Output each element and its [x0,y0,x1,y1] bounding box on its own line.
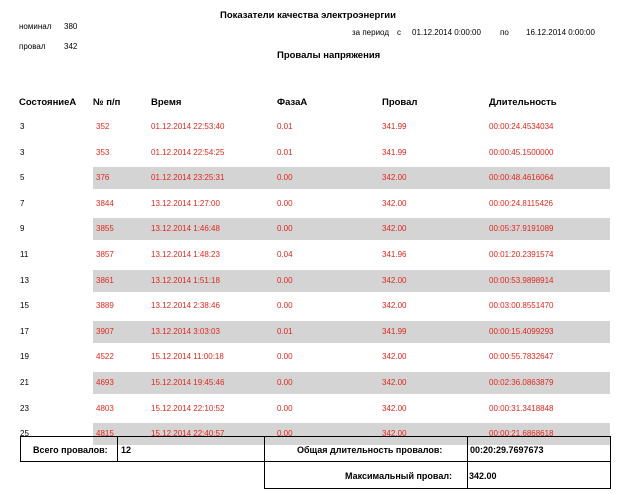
col-header-time: Время [151,97,182,108]
report-subtitle: Провалы напряжения [277,50,381,61]
cell-duration: 00:00:31.3418848 [489,404,554,413]
total-drops-divider [117,436,118,462]
cell-drop: 342.00 [382,276,407,285]
cell-duration: 00:01:20.2391574 [489,250,554,259]
cell-state: 19 [20,352,29,361]
cell-drop: 342.00 [382,404,407,413]
period-label: за период [352,28,389,37]
cell-duration: 00:00:45.1500000 [489,148,554,157]
cell-phase: 0.00 [277,173,293,182]
cell-number: 3855 [96,224,114,233]
cell-time: 13.12.2014 3:03:03 [151,327,220,336]
cell-drop: 342.00 [382,199,407,208]
cell-drop: 341.99 [382,148,407,157]
cell-state: 13 [20,276,29,285]
drop-value: 342 [64,42,78,51]
cell-state: 3 [20,148,25,157]
col-header-duration: Длительность [489,97,557,108]
max-drop-label: Максимальный провал: [345,471,453,481]
cell-time: 13.12.2014 1:48:23 [151,250,220,259]
cell-duration: 00:03:00.8551470 [489,301,554,310]
cell-number: 3857 [96,250,114,259]
cell-time: 01.12.2014 23:25:31 [151,173,225,182]
cell-number: 3844 [96,199,114,208]
cell-state: 3 [20,122,25,131]
max-drop-divider [467,461,468,489]
cell-duration: 00:02:36.0863879 [489,378,554,387]
cell-phase: 0.00 [277,378,293,387]
cell-number: 353 [96,148,110,157]
cell-drop: 342.00 [382,378,407,387]
to-date: 16.12.2014 0:00:00 [526,28,595,37]
cell-drop: 342.00 [382,429,407,438]
cell-number: 376 [96,173,110,182]
cell-number: 4522 [96,352,114,361]
cell-duration: 00:00:48.4616064 [489,173,554,182]
cell-time: 15.12.2014 11:00:18 [151,352,224,361]
cell-number: 4815 [96,429,114,438]
cell-number: 352 [96,122,110,131]
cell-time: 13.12.2014 1:51:18 [151,276,220,285]
cell-drop: 342.00 [382,301,407,310]
cell-time: 01.12.2014 22:54:25 [151,148,225,157]
cell-duration: 00:00:24.4534034 [489,122,554,131]
col-header-state: СостояниеА [19,97,77,108]
cell-duration: 00:00:24.8115426 [489,199,553,208]
cell-phase: 0.00 [277,224,293,233]
nominal-label: номинал [19,22,52,31]
cell-time: 13.12.2014 1:27:00 [151,199,220,208]
cell-phase: 0.01 [277,327,293,336]
cell-number: 3907 [96,327,114,336]
cell-number: 4693 [96,378,114,387]
cell-drop: 341.96 [382,250,407,259]
cell-time: 13.12.2014 1:46:48 [151,224,220,233]
cell-state: 9 [20,224,25,233]
cell-number: 4803 [96,404,114,413]
from-label: с [397,28,401,37]
cell-state: 25 [20,429,29,438]
report-title: Показатели качества электроэнергии [220,10,396,21]
cell-state: 21 [20,378,29,387]
from-date: 01.12.2014 0:00:00 [412,28,481,37]
cell-time: 15.12.2014 22:10:52 [151,404,225,413]
nominal-value: 380 [64,22,78,31]
cell-state: 11 [20,250,29,259]
cell-duration: 00:00:55.7832647 [489,352,554,361]
cell-duration: 00:00:53.9898914 [489,276,554,285]
to-label: по [500,28,509,37]
cell-drop: 342.00 [382,352,407,361]
cell-time: 15.12.2014 22:40:57 [151,429,225,438]
cell-time: 01.12.2014 22:53:40 [151,122,225,131]
cell-phase: 0.00 [277,352,293,361]
cell-phase: 0.01 [277,122,293,131]
cell-drop: 341.99 [382,122,407,131]
cell-duration: 00:00:15.4099293 [489,327,554,336]
total-duration-divider [467,436,468,462]
cell-phase: 0.00 [277,276,293,285]
cell-drop: 342.00 [382,224,407,233]
cell-phase: 0.00 [277,199,293,208]
col-header-drop: Провал [382,97,418,108]
cell-state: 15 [20,301,29,310]
cell-drop: 342.00 [382,173,407,182]
cell-duration: 00:05:37.9191089 [489,224,554,233]
cell-phase: 0.00 [277,301,293,310]
cell-phase: 0.04 [277,250,293,259]
drop-label: провал [19,42,46,51]
cell-state: 17 [20,327,29,336]
cell-number: 3889 [96,301,114,310]
max-drop-value: 342.00 [469,471,497,481]
total-duration-value: 00:20:29.7697673 [470,445,544,455]
total-duration-label: Общая длительность провалов: [297,445,443,455]
total-drops-value: 12 [121,445,132,455]
total-drops-label: Всего провалов: [33,445,108,455]
cell-phase: 0.00 [277,404,293,413]
cell-state: 5 [20,173,25,182]
cell-phase: 0.00 [277,429,293,438]
col-header-number: № п/п [93,97,121,108]
cell-state: 23 [20,404,29,413]
cell-number: 3861 [96,276,114,285]
cell-phase: 0.01 [277,148,293,157]
col-header-phase: ФазаА [277,97,308,108]
cell-time: 15.12.2014 19:45:46 [151,378,225,387]
cell-drop: 341.99 [382,327,407,336]
cell-duration: 00:00:21.6868618 [489,429,554,438]
cell-state: 7 [20,199,25,208]
cell-time: 13.12.2014 2:38:46 [151,301,220,310]
